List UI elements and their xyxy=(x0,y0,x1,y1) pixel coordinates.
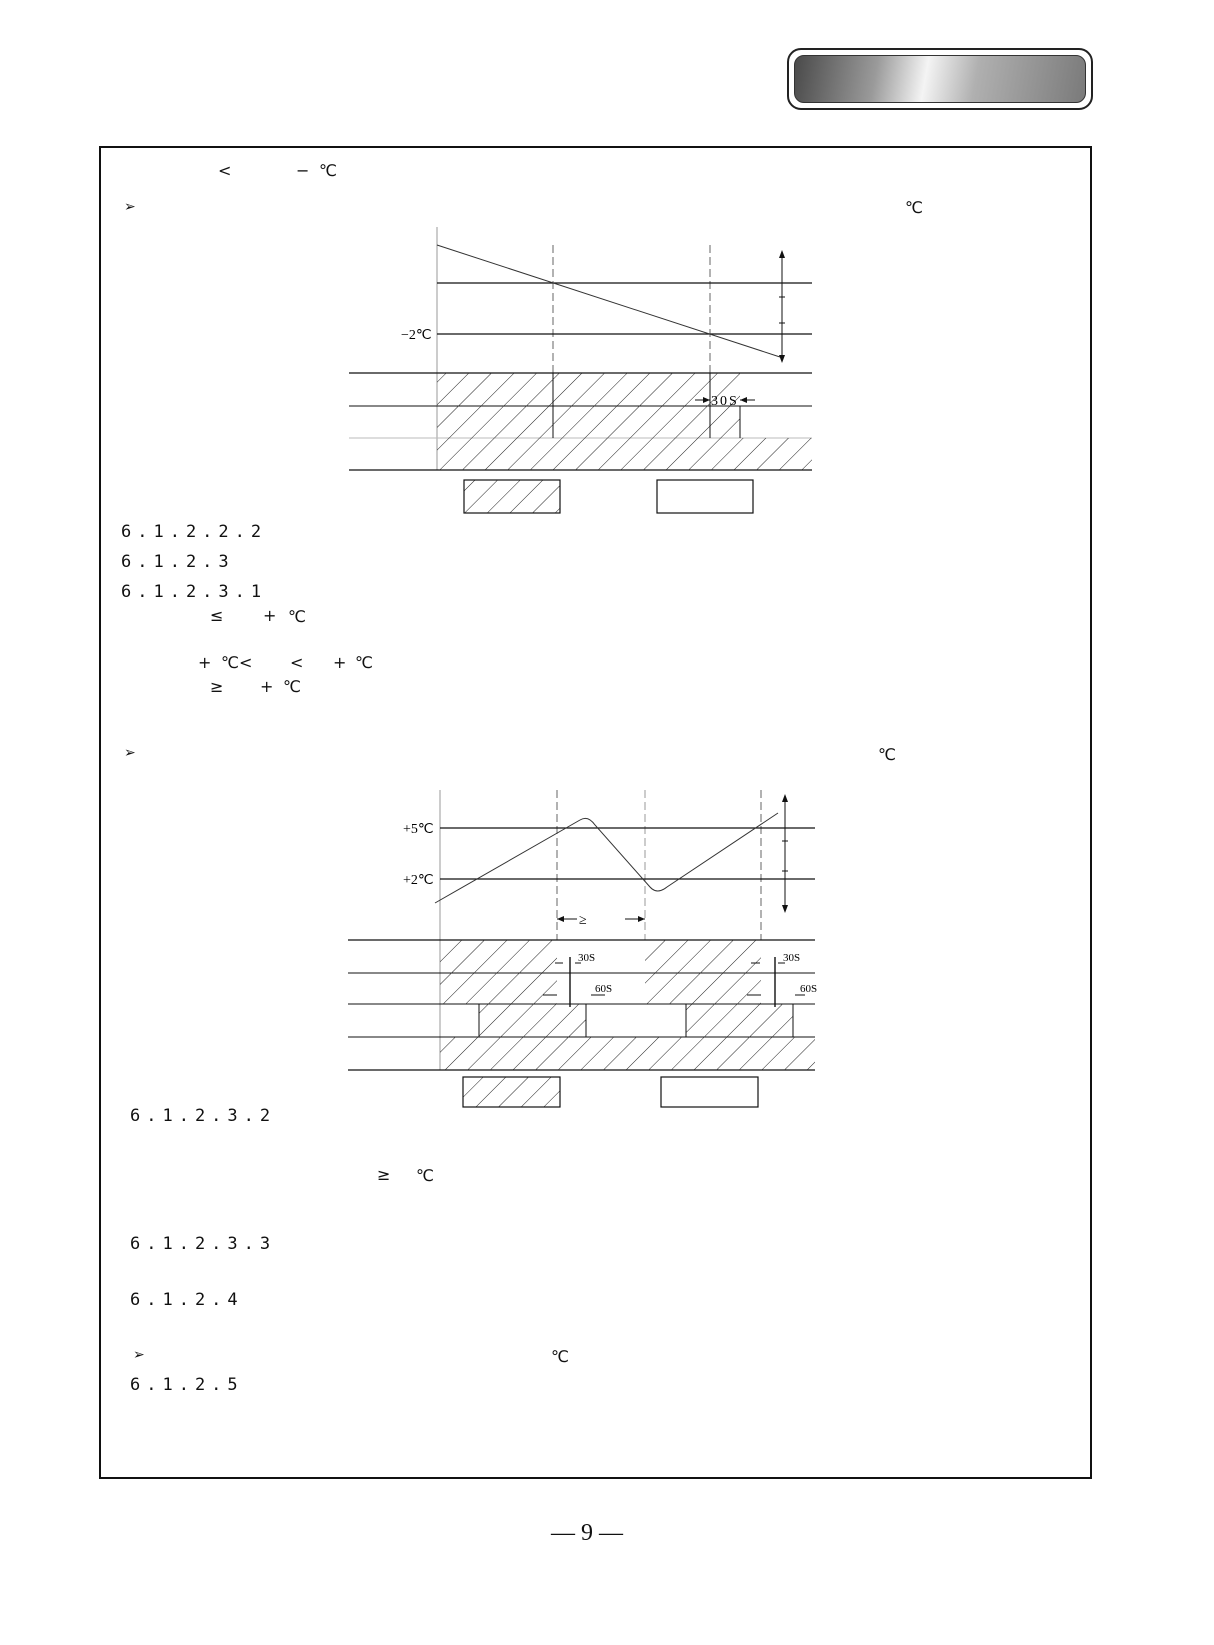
section-6-1-2-3-2: 6.1.2.3.2 xyxy=(130,1106,277,1126)
diagram2-ge: ≥ xyxy=(579,913,587,928)
page-number: — 9 — xyxy=(551,1520,623,1546)
diagram2-30s-b: 30S xyxy=(783,952,801,964)
diagram2-hatch-d xyxy=(686,1004,793,1037)
section-6-1-2-3: 6.1.2.3 xyxy=(121,552,235,572)
diagram2-hatch-e xyxy=(440,1037,815,1070)
diagram1-temp-label: −2℃ xyxy=(401,328,432,343)
diagram1-legend-empty xyxy=(657,480,753,513)
intro-unit: ℃ xyxy=(319,161,337,180)
bullet3-unit: ℃ xyxy=(551,1347,569,1366)
diagram2-legend-empty xyxy=(661,1077,758,1107)
cond3-unit: ℃ xyxy=(283,677,301,696)
diagram2-hatch-b xyxy=(645,940,761,1004)
cond2-unit: ℃ xyxy=(355,653,373,672)
section-6-1-2-3-3: 6.1.2.3.3 xyxy=(130,1234,277,1254)
para-unit: ℃ xyxy=(416,1166,434,1185)
diagram2-legend-hatched xyxy=(463,1077,560,1107)
section-6-1-2-2-2: 6.1.2.2.2 xyxy=(121,522,268,542)
diagram1-temp-curve xyxy=(437,245,780,357)
cond1-plus: + xyxy=(263,606,277,625)
cond2-lt: < xyxy=(290,653,304,672)
header-tab xyxy=(787,48,1093,110)
diagram2-temp-curve xyxy=(435,813,778,903)
diagram2-hatch-c xyxy=(479,1004,586,1037)
diagram1-legend-hatched xyxy=(464,480,560,513)
diagram1-time-label: 30S xyxy=(711,394,739,409)
header-tab-gradient xyxy=(794,55,1086,103)
section-6-1-2-5: 6.1.2.5 xyxy=(130,1375,244,1395)
bullet1-unit: ℃ xyxy=(905,198,923,217)
cond2-unit-lt: ℃< xyxy=(221,653,253,672)
diagram2-hatch-a xyxy=(440,940,557,1004)
intro-minus: − xyxy=(296,161,310,180)
cond3-ge: ≥ xyxy=(210,677,224,696)
diagram1-hatch-upper xyxy=(437,373,740,438)
diagram2-temp-low: +2℃ xyxy=(403,873,434,888)
diagram1-hatch-lower xyxy=(437,438,812,470)
para-ge: ≥ xyxy=(377,1165,391,1184)
diagram2-60s-a: 60S xyxy=(595,983,613,995)
bullet-arrow-icon: ➢ xyxy=(124,745,136,761)
bullet2-unit: ℃ xyxy=(878,745,896,764)
diagram-1 xyxy=(345,225,820,515)
cond2-plus-a: + xyxy=(198,653,212,672)
cond3-plus: + xyxy=(260,677,274,696)
diagram2-temp-high: +5℃ xyxy=(403,822,434,837)
section-6-1-2-3-1: 6.1.2.3.1 xyxy=(121,582,268,602)
diagram2-60s-b: 60S xyxy=(800,983,818,995)
diagram-2 xyxy=(345,785,825,1110)
diagram2-30s-a: 30S xyxy=(578,952,596,964)
cond1-le: ≤ xyxy=(210,606,224,625)
bullet-arrow-icon: ➢ xyxy=(133,1347,145,1363)
cond2-plus-b: + xyxy=(333,653,347,672)
bullet-arrow-icon: ➢ xyxy=(124,199,136,215)
section-6-1-2-4: 6.1.2.4 xyxy=(130,1290,244,1310)
intro-lt: < xyxy=(218,161,232,180)
cond1-unit: ℃ xyxy=(288,607,306,626)
